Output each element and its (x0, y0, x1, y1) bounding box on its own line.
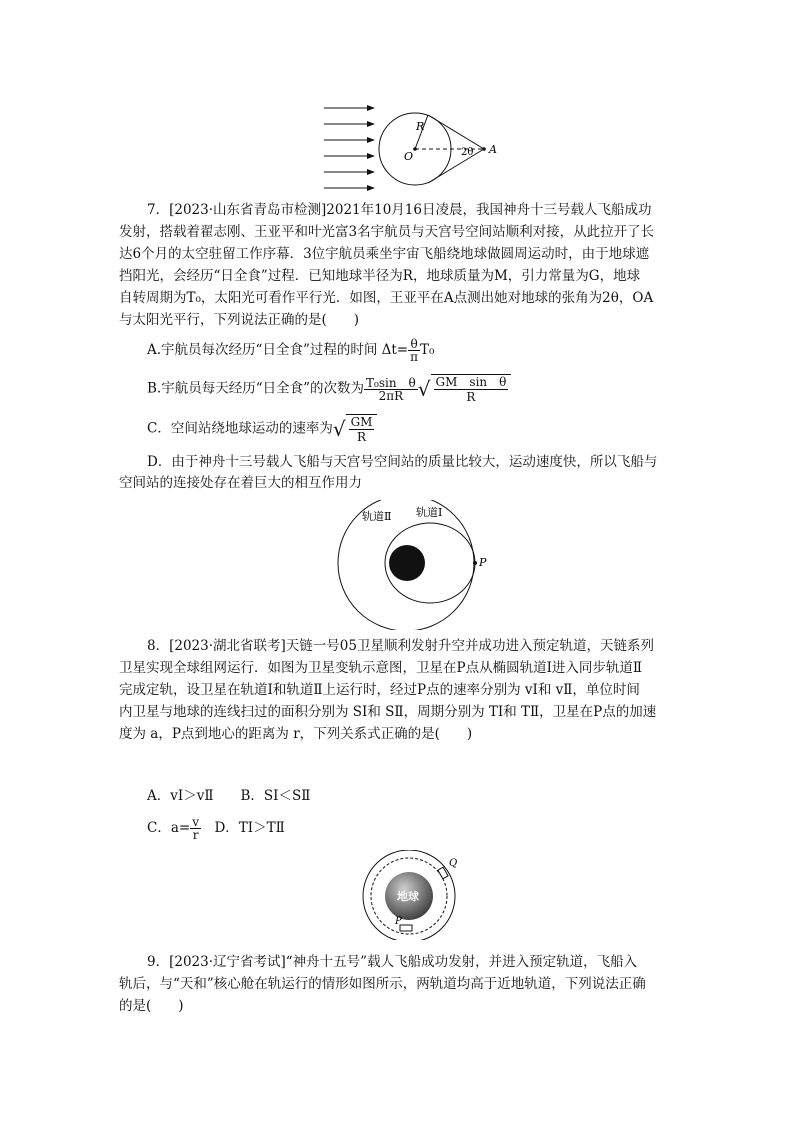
q7-option-b: B.宇航员每天经历“日全食”的次数为 $\frac{\text{T₀sin θ}}{2\pi R}$ √ $\frac{\text{GM sin θ}}{R}$ (147, 374, 511, 404)
q8-options-cd: C．a= $\frac{v}{r}$ D．TⅠ＞TⅡ (147, 815, 285, 842)
q7-line-6: 与太阳光平行，下列说法正确的是( ) (119, 312, 360, 328)
q8-options-ab: A．vⅠ＞vⅡ B．SⅠ＜SⅡ (147, 788, 311, 804)
figure-spacecraft-orbits (358, 850, 468, 940)
label-P3: P (395, 916, 402, 927)
label-A: A (489, 143, 497, 156)
q7-option-a: A.宇航员每次经历“日全食”过程的时间 Δt= $\frac{\theta}{\pi}$ T₀ (147, 337, 435, 364)
label-R: R (416, 120, 425, 133)
label-2theta: 2θ (461, 147, 474, 158)
q7-line-5: 自转周期为T₀，太阳光可看作平行光．如图，王亚平在A点测出她对地球的张角为2θ，OA (119, 290, 654, 306)
q8-line-5: 度为 a，P点到地心的距离为 r，下列关系式正确的是( ) (119, 726, 473, 742)
label-earth: 地球 (397, 890, 419, 903)
figure-orbit-transfer (336, 500, 496, 630)
q8-line-4: 内卫星与地球的连线扫过的面积分别为 SⅠ和 SⅡ，周期分别为 TⅠ和 TⅡ，卫星在P点的加速 (119, 704, 657, 720)
figure-earth-shadow-cone (318, 100, 508, 195)
q7-option-d-line-2: 空间站的连接处存在着巨大的相互作用力 (119, 475, 362, 491)
q9-line-1: 9．[2023·辽宁省考试]“神舟十五号”载人飞船成功发射，并进入预定轨道，飞船入 (147, 954, 638, 970)
q7-option-d-line-1: D．由于神舟十三号载人飞船与天宫号空间站的质量比较大，运动速度快，所以飞船与 (147, 454, 658, 470)
q7-line-2: 发射，搭载着翟志刚、王亚平和叶光富3名宇航员与天宫号空间站顺利对接，从此拉开了长 (119, 224, 655, 240)
earth-disc (389, 545, 425, 581)
label-P: P (479, 556, 487, 569)
q7-line-1: 7．[2023·山东省青岛市检测]2021年10月16日凌晨，我国神舟十三号载人飞船成功 (147, 202, 652, 218)
spacecraft-P (400, 925, 412, 931)
q9-line-3: 的是( ) (119, 998, 184, 1014)
label-orbit-2: 轨道Ⅱ (362, 510, 392, 523)
q7-line-4: 挡阳光，会经历“日全食”过程．已知地球半径为R，地球质量为M，引力常量为G，地球 (119, 268, 641, 284)
q9-line-2: 轨后，与“天和”核心舱在轨运行的情形如图所示，两轨道均高于近地轨道，下列说法正确 (119, 976, 646, 992)
q8-line-3: 完成定轨，设卫星在轨道Ⅰ和轨道Ⅱ上运行时，经过P点的速率分别为 vⅠ和 vⅡ，单位时间 (119, 682, 640, 698)
label-orbit-1: 轨道Ⅰ (416, 506, 443, 519)
q7-option-c: C．空间站绕地球运动的速率为√ $\frac{GM}{R}$ (147, 414, 377, 444)
label-Q: Q (449, 858, 458, 869)
q7-line-3: 达6个月的太空驻留工作序幕．3位宇航员乘坐宇宙飞船绕地球做圆周运动时，由于地球遮 (119, 246, 650, 262)
label-O: O (404, 150, 414, 163)
q8-line-2: 卫星实现全球组网运行．如图为卫星变轨示意图，卫星在P点从椭圆轨道Ⅰ进入同步轨道Ⅱ (119, 660, 643, 676)
q8-line-1: 8．[2023·湖北省联考]天链一号05卫星顺利发射升空并成功进入预定轨道，天链系列 (147, 638, 654, 654)
